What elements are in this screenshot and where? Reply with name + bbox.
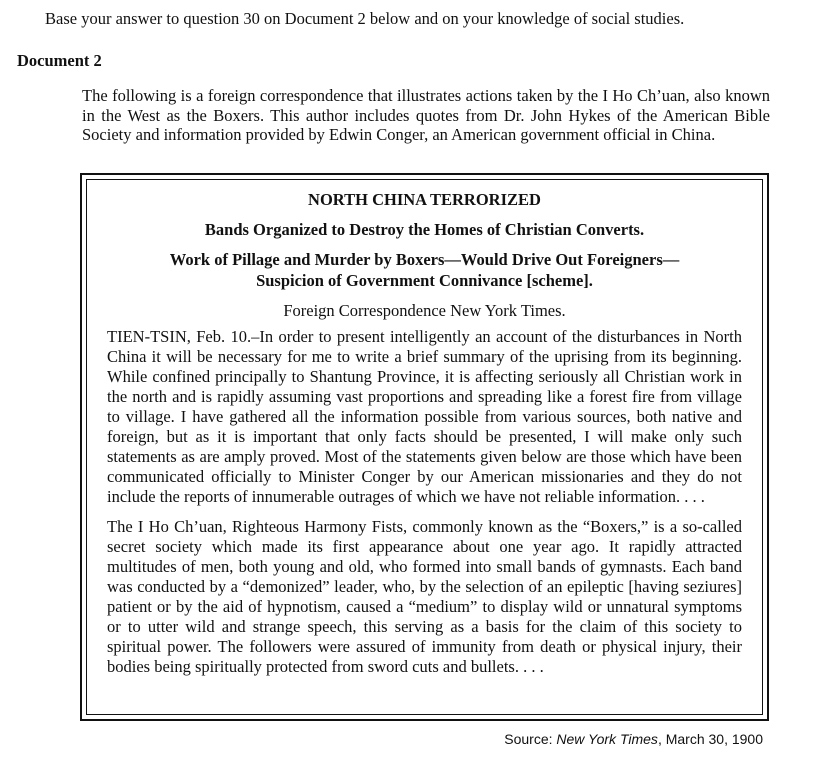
article-paragraph-2: The I Ho Ch’uan, Righteous Harmony Fists, commonly known as the “Boxers,” is a so-called secret society which made its first appearance about one year ago. It rapidly attracted multitudes of men, both young and old, who formed into small bands of gymnasts. Each band was conducted by a “demonized” leader, who, by the selection of an epileptic [having seziures] patient or by the aid of hypnotism, caused a “medium” to display wild or unnatural symptoms or to utter wild and strange speech, this serving as a basis for the claim of this society to spiritual power. The followers were assured of immunity from death or physical injury, their bodies being spiritually protected from sword cuts and bullets. . . . [107,517,742,676]
document-label: Document 2 [17,51,102,70]
source-date: , March 30, 1900 [657,731,763,747]
article-paragraph-1: TIEN-TSIN, Feb. 10.–In order to present intelligently an account of the disturbances in North China it will be necessary for me to write a brief summary of the uprising from its beginning. While confined principally to Shantung Province, it is affecting seriously all Christian work in the north and is rapidly assuming vast proportions and spreading like a forest fire from village to village. I have gathered all the information possible from various sources, both native and foreign, but as it is important that only facts should be presented, I will make only such statements as are amply proved. Most of the statements given below are those which have been communicated officially to Minister Conger by our American missionaries and they do not include the reports of innumerable outrages of which we have not reliable information. . . . [107,327,742,506]
article-deck [107,249,742,291]
source-prefix: Source: [504,731,557,747]
article-deck-line-1: Work of Pillage and Murder by Boxers—Would Drive Out Foreigners— [169,250,680,269]
article-deck-line-2: Suspicion of Government Connivance [scheme]. [256,271,593,290]
article-box [80,173,769,721]
article-headline: NORTH CHINA TERRORIZED [308,190,541,209]
article-credit: Foreign Correspondence New York Times. [283,301,566,320]
article-inner-frame [86,179,763,715]
article-subheadline: Bands Organized to Destroy the Homes of Christian Converts. [204,220,645,239]
source-publication: New York Times [556,731,658,747]
question-instruction: Base your answer to question 30 on Document 2 below and on your knowledge of social studies. [45,9,685,28]
document-intro: The following is a foreign correspondence that illustrates actions taken by the I Ho Ch’uan, also known in the West as the Boxers. This author includes quotes from Dr. John Hykes of the American Bible Society and information provided by Edwin Conger, an American government official in China. [82,86,770,144]
source-citation [504,730,763,748]
